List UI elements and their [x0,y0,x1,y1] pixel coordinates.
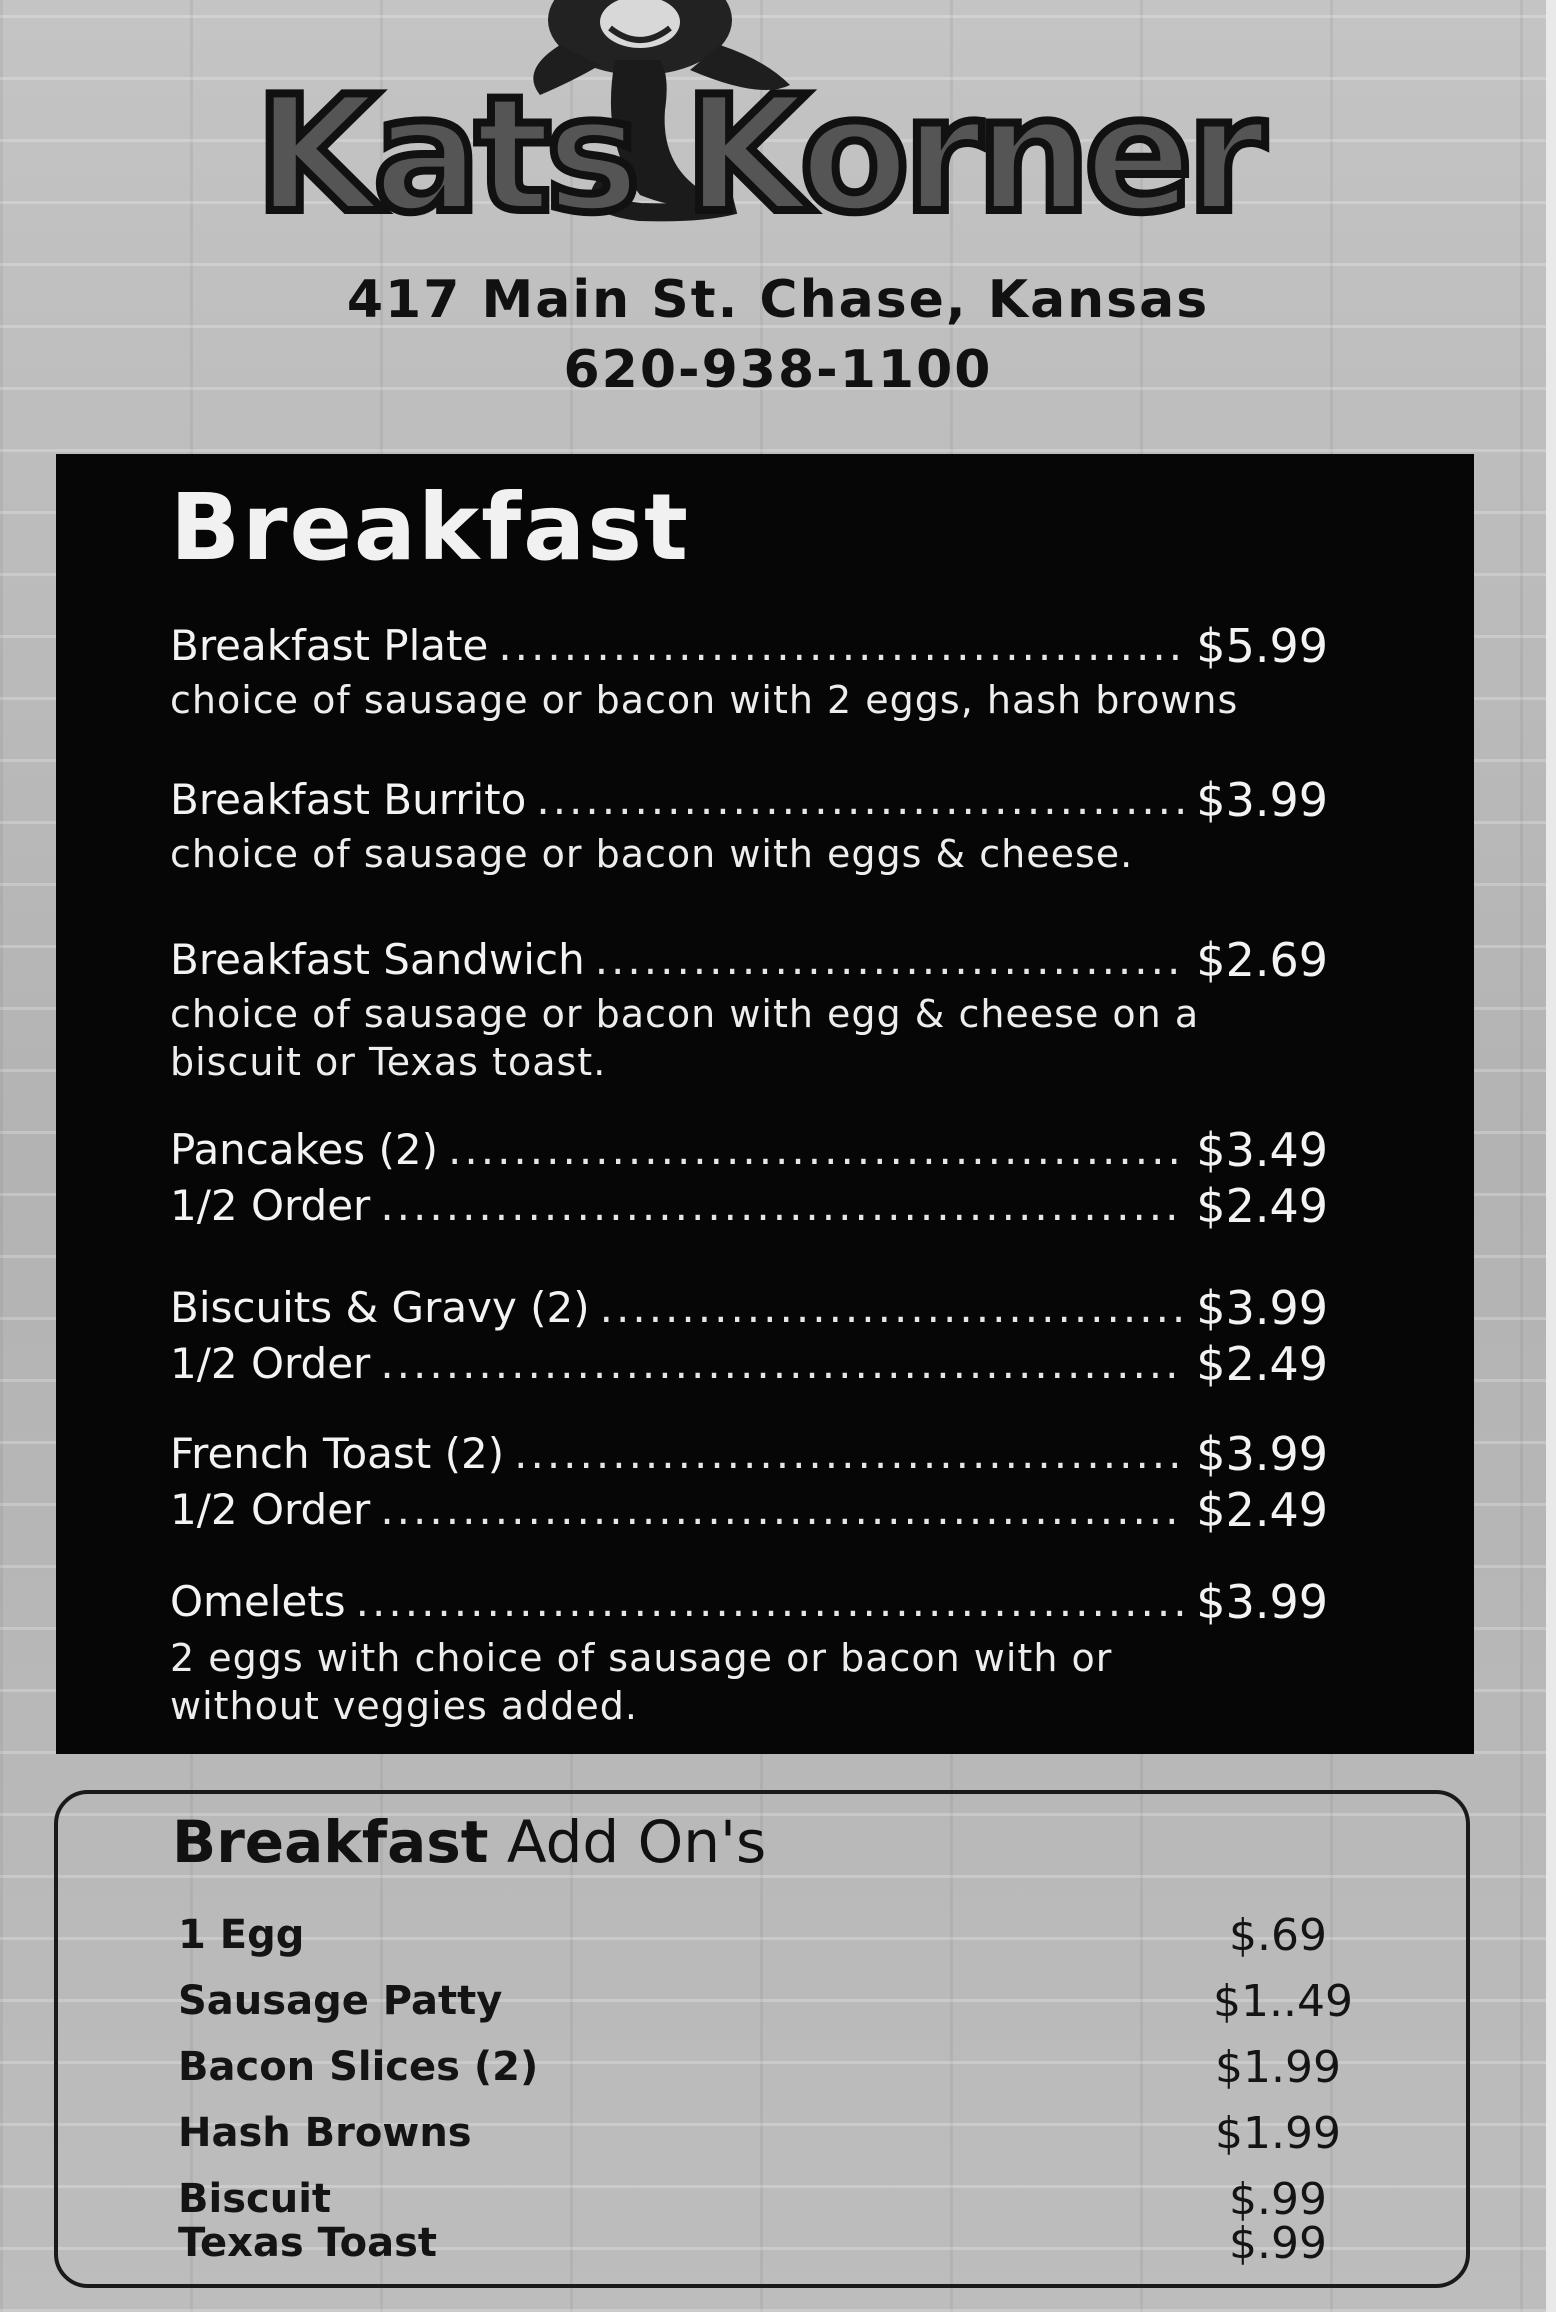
menu-item-name: Pancakes (2) [170,1125,439,1174]
menu-item-name: Breakfast Plate [170,621,489,670]
dot-leader [380,1178,1186,1234]
menu-item-name: Biscuits & Gravy (2) [170,1283,590,1332]
menu-item-row [170,1122,1328,1178]
menu-item-description: choice of sausage or bacon with egg & cheese on a biscuit or Texas toast. [170,992,1200,1084]
menu-item-name: French Toast (2) [170,1429,505,1478]
addon-name: Hash Browns [178,2110,472,2156]
dot-leader [514,1426,1186,1482]
half-order-price: $2.49 [1196,1179,1328,1233]
menu-item-row [170,1574,1328,1630]
menu-item-price: $3.99 [1196,773,1328,827]
logo [0,0,1556,250]
menu-item-row [170,772,1328,828]
menu-item-name: Breakfast Sandwich [170,935,585,984]
dot-leader [536,772,1186,828]
half-order-row [170,1336,1328,1392]
addons-section [54,1790,1470,2288]
menu-item-row [170,1280,1328,1336]
dot-leader [356,1574,1187,1630]
addon-price: $.69 [1229,1909,1327,1961]
menu-item-price: $3.99 [1196,1427,1328,1481]
half-order-row [170,1482,1328,1538]
addon-price: $1..49 [1213,1975,1353,2027]
menu-item-price: $5.99 [1196,619,1328,673]
addon-row [178,1906,1343,1964]
half-order-price: $2.49 [1196,1483,1328,1537]
dot-leader [380,1482,1186,1538]
half-order-label: 1/2 Order [170,1181,371,1230]
addon-price: $.99 [1229,2173,1327,2225]
menu-item-description: choice of sausage or bacon with eggs & cheese. [170,832,1134,876]
menu-item-price: $3.99 [1196,1281,1328,1335]
addon-name: Bacon Slices (2) [178,2044,539,2090]
menu-item-price: $3.49 [1196,1123,1328,1177]
addon-name: Sausage Patty [178,1978,503,2024]
menu-item-price: $2.69 [1196,933,1328,987]
half-order-label: 1/2 Order [170,1339,371,1388]
phone-number: 620-938-1100 [563,340,993,400]
addon-name: Biscuit [178,2176,332,2222]
logo-wordmark [0,0,1556,250]
addon-row [178,2214,1343,2272]
menu-item-name: Omelets [170,1577,346,1626]
addons-title-rest: Add On's [506,1808,767,1876]
menu-item-row [170,618,1328,674]
breakfast-section [56,454,1474,1754]
addons-title-strong: Breakfast [172,1808,489,1876]
addon-row [178,2104,1343,2162]
dot-leader [448,1122,1186,1178]
section-title: Breakfast [170,474,691,581]
dot-leader [600,1280,1187,1336]
section-title [172,1808,766,1876]
dot-leader [595,932,1187,988]
dot-leader [498,618,1186,674]
menu-item-row [170,1426,1328,1482]
half-order-row [170,1178,1328,1234]
addon-name: 1 Egg [178,1912,305,1958]
addon-name: Texas Toast [178,2220,438,2266]
addon-row [178,1972,1353,2030]
addon-price: $1.99 [1215,2107,1341,2159]
half-order-label: 1/2 Order [170,1485,371,1534]
logo-word-kats: Kats Korner [255,61,1260,248]
dot-leader [380,1336,1186,1392]
menu-item-row [170,932,1328,988]
half-order-price: $2.49 [1196,1337,1328,1391]
address-line: 417 Main St. Chase, Kansas [346,270,1210,330]
addon-row [178,2038,1343,2096]
menu-item-description: 2 eggs with choice of sausage or bacon with or without veggies added. [170,1636,1113,1728]
addon-price: $1.99 [1215,2041,1341,2093]
menu-item-description: choice of sausage or bacon with 2 eggs, hash browns [170,678,1239,722]
menu-item-price: $3.99 [1196,1575,1328,1629]
addon-price: $.99 [1229,2217,1327,2269]
menu-item-name: Breakfast Burrito [170,775,527,824]
